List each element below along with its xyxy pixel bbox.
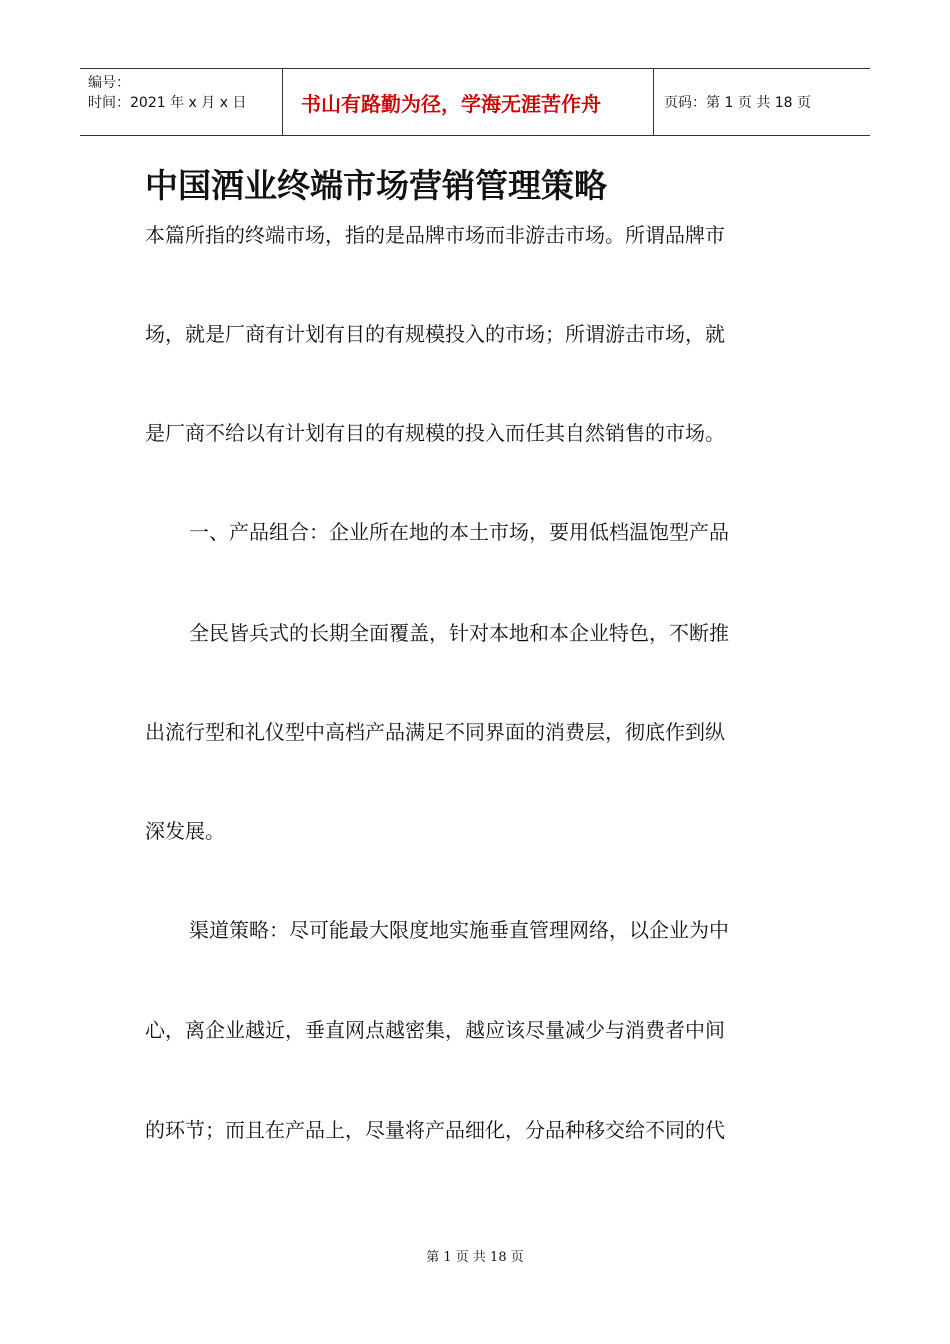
body-line-4: 一、产品组合：企业所在地的本土市场，要用低档温饱型产品 (189, 520, 729, 544)
motto-text: 书山有路勤为径，学海无涯苦作舟 (301, 91, 601, 116)
header-motto-cell (282, 69, 654, 135)
doc-number-label: 编号： (88, 75, 130, 91)
body-line-10: 的环节；而且在产品上，尽量将产品细化，分品种移交给不同的代 (145, 1118, 725, 1142)
body-line-8: 渠道策略：尽可能最大限度地实施垂直管理网络，以企业为中 (189, 918, 729, 942)
body-line-5: 全民皆兵式的长期全面覆盖，针对本地和本企业特色，不断推 (189, 621, 729, 645)
document-title: 中国酒业终端市场营销管理策略 (145, 166, 607, 205)
body-line-2: 场，就是厂商有计划有目的有规模投入的市场；所谓游击市场，就 (145, 322, 725, 346)
body-line-3: 是厂商不给以有计划有目的有规模的投入而任其自然销售的市场。 (145, 421, 725, 445)
header-page-cell (654, 69, 870, 135)
body-line-9: 心，离企业越近，垂直网点越密集，越应该尽量减少与消费者中间 (145, 1018, 725, 1042)
body-line-1: 本篇所指的终端市场，指的是品牌市场而非游击市场。所谓品牌市 (145, 223, 725, 247)
date-line: 时间：2021 年 x 月 x 日 (88, 95, 247, 111)
body-line-7: 深发展。 (145, 819, 225, 843)
header-page-info: 页码：第 1 页 共 18 页 (664, 95, 811, 111)
document-header (80, 68, 870, 136)
body-line-6: 出流行型和礼仪型中高档产品满足不同界面的消费层，彻底作到纵 (145, 720, 725, 744)
page-footer: 第 1 页 共 18 页 (426, 1250, 524, 1265)
header-meta-cell (80, 69, 282, 135)
